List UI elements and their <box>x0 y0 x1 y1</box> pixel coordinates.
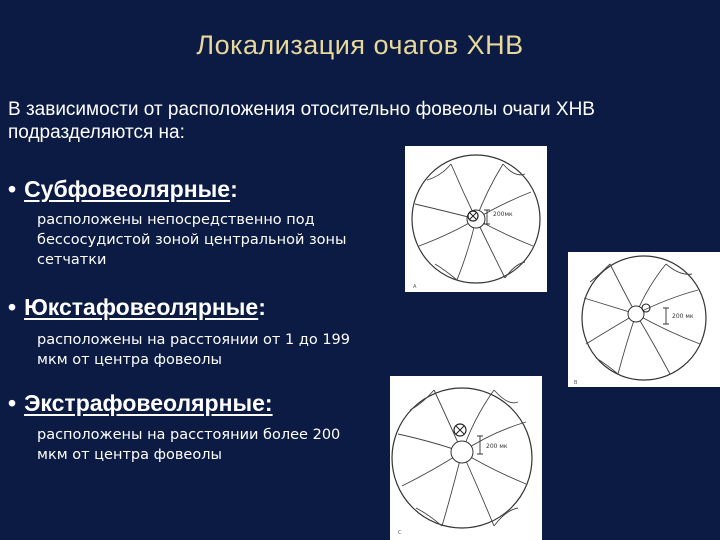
scale-label: 200 мк <box>672 313 694 320</box>
figure-corner-label: C <box>398 530 402 536</box>
bullet-subfoveolar: • Субфовеолярные: <box>8 176 238 202</box>
bullet-dot: • <box>8 294 17 320</box>
scale-label: 200 мк <box>486 443 508 450</box>
desc-subfoveolar: расположены непосредственно под бессосудистой зоной центральной зоны сетчатки <box>37 212 347 268</box>
desc-juxtafoveolar: расположены на расстоянии от 1 до 199 мкм от центра фовеолы <box>37 332 351 368</box>
bullet-dot: • <box>8 176 17 202</box>
retina-diagram-svg <box>405 146 547 292</box>
bullet-extrafoveolar-label: Экстрафовеолярные: <box>24 390 273 416</box>
intro-text: В зависимости от расположения отосительно фовеолы очаги ХНВ подразделяются на: <box>8 99 595 143</box>
retina-diagram-juxtafoveolar <box>568 252 720 387</box>
bullet-subfoveolar-label: Субфовеолярные <box>24 176 231 202</box>
retina-diagram-svg <box>390 376 542 540</box>
figure-corner-label: B <box>574 380 578 386</box>
bullet-juxtafoveolar: • Юкстафовеолярные: <box>8 294 266 320</box>
bullet-extrafoveolar <box>8 390 273 417</box>
retina-diagram-svg <box>568 252 720 387</box>
retina-diagram-extrafoveolar <box>390 376 542 540</box>
desc-extrafoveolar: расположены на расстоянии более 200 мкм от центра фовеолы <box>37 427 341 463</box>
bullet-juxtafoveolar-label: Юкстафовеолярные <box>24 294 259 320</box>
bullet-dot: • <box>8 390 17 416</box>
scale-label: 200мк <box>493 211 513 218</box>
retina-diagram-subfoveolar <box>405 146 547 292</box>
slide-title: Локализация очагов ХНВ <box>196 30 524 60</box>
figure-corner-label: A <box>413 284 417 290</box>
